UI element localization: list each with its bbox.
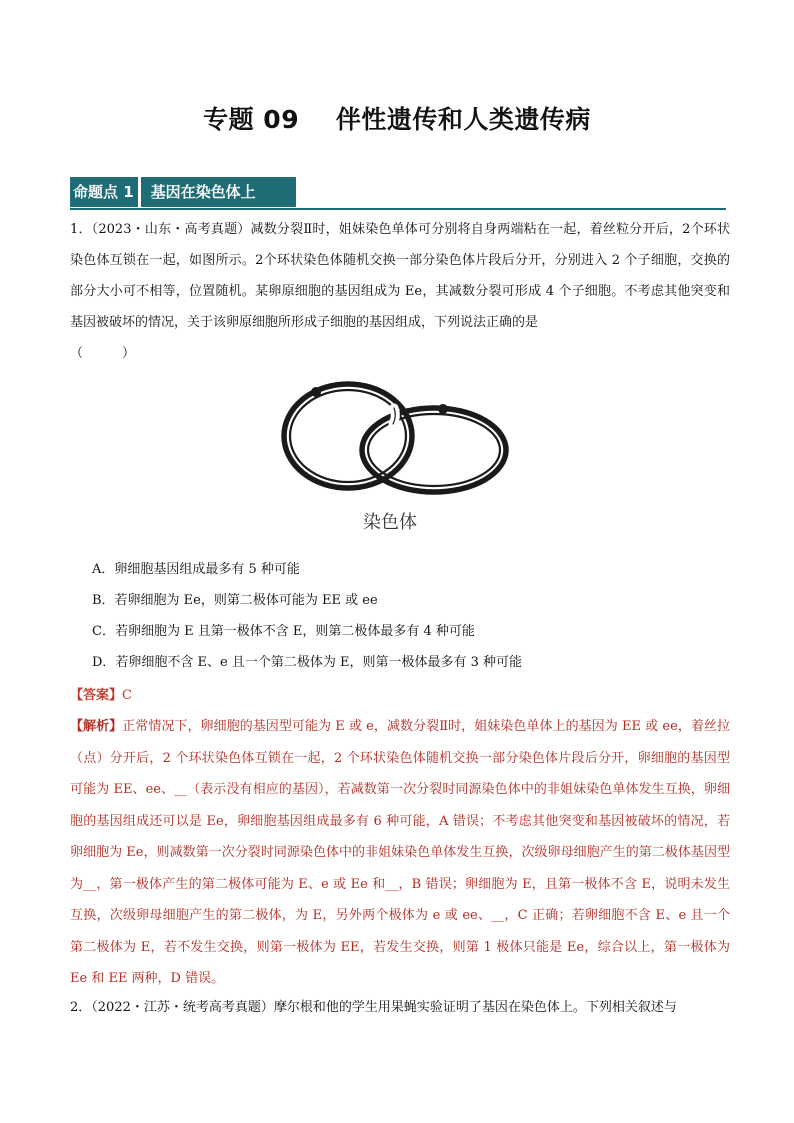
answer-label: 【答案】 <box>70 688 123 703</box>
analysis-block <box>70 711 730 995</box>
option-d: D．若卵细胞不含 E、e 且一个第二极体为 E，则第一极体最多有 3 种可能 <box>92 655 523 670</box>
question-1-stem <box>70 214 730 369</box>
option-a: A．卵细胞基因组成最多有 5 种可能 <box>92 562 300 577</box>
centromere-dot-left <box>311 387 321 397</box>
section-title: 基因在染色体上 <box>141 177 296 207</box>
interlocked-ring-chromosomes-image <box>276 372 516 512</box>
answer-value: C <box>122 688 132 703</box>
analysis-text: 正常情况下，卵细胞的基因型可能为 E 或 e，减数分裂Ⅱ时，姐妹染色单体上的基因为 EE 或 ee，着丝拉（点）分开后，2 个环状染色体互锁在一起，2 个环状染色体随机交换一部分染色体片段后分开，卵细胞的基因型可能为 EE、ee、__（表示没有相应的基因），若减数第一次分裂时同源染色体中的非姐妹染色单体发生互换，卵细胞的基因组成还可以是 Ee，卵细胞基因组成最多有 6 种可能，A 错误；不考虑其他突变和基因被破坏的情况，若卵细胞为 Ee，则减数第一次分裂时同源染色体中的非姐妹染色单体发生互换，次级卵母细胞产生的第二极体基因型为__，第一极体产生的第二极体可能为 E、e 或 Ee 和__，B 错误；卵细胞为 E，且第一极体不含 E，说明未发生互换，次级卵母细胞产生的第二极体，为 E，另外两个极体为 e 或 ee、__，C 正确；若卵细胞不含 E、e 且一个第二极体为 E，若不发生交换，则第一极体为 EE，若发生交换，则第 1 极体只能是 Ee，综合以上，第一极体为 Ee 和 EE 两种，D 错误。 <box>70 719 730 986</box>
section-header <box>70 177 296 207</box>
left-ring-inner <box>290 390 406 482</box>
left-ring-outer <box>284 384 412 488</box>
answer-bracket: （ ） <box>70 346 136 361</box>
option-c: C．若卵细胞为 E 且第一极体不含 E，则第二极体最多有 4 种可能 <box>92 624 475 639</box>
page-title: 专题 09 伴性遗传和人类遗传病 <box>203 105 591 134</box>
right-ring-inner <box>368 414 500 486</box>
question-1-text: 1．（2023・山东・高考真题）减数分裂Ⅱ时，姐妹染色单体可分别将自身两端粘在一起，着丝粒分开后，2个环状染色体互锁在一起，如图所示。2个环状染色体随机交换一部分染色体片段后分开，分别进入 2 个子细胞，交换的部分大小可不相等，位置随机。某卵原细胞的基因组成为 Ee，其减数分裂可形成 4 个子细胞。不考虑其他突变和基因被破坏的情况，关于该卵原细胞所形成子细胞的基因组成，下列说法正确的是 <box>70 222 730 330</box>
question-2-stem: 2．（2022・江苏・统考高考真题）摩尔根和他的学生用果蝇实验证明了基因在染色体上。下列相关叙述与 <box>70 1000 677 1015</box>
analysis-label: 【解析】 <box>70 719 123 734</box>
options-list <box>92 554 732 678</box>
right-ring-outer <box>362 408 506 492</box>
answer-line <box>70 680 132 711</box>
option-b: B．若卵细胞为 Ee，则第二极体可能为 EE 或 ee <box>92 593 378 608</box>
section-tag: 命题点 1 <box>70 177 138 207</box>
centromere-dot-right <box>438 404 448 414</box>
figure-caption: 染色体 <box>363 512 417 533</box>
section-divider <box>70 208 726 210</box>
